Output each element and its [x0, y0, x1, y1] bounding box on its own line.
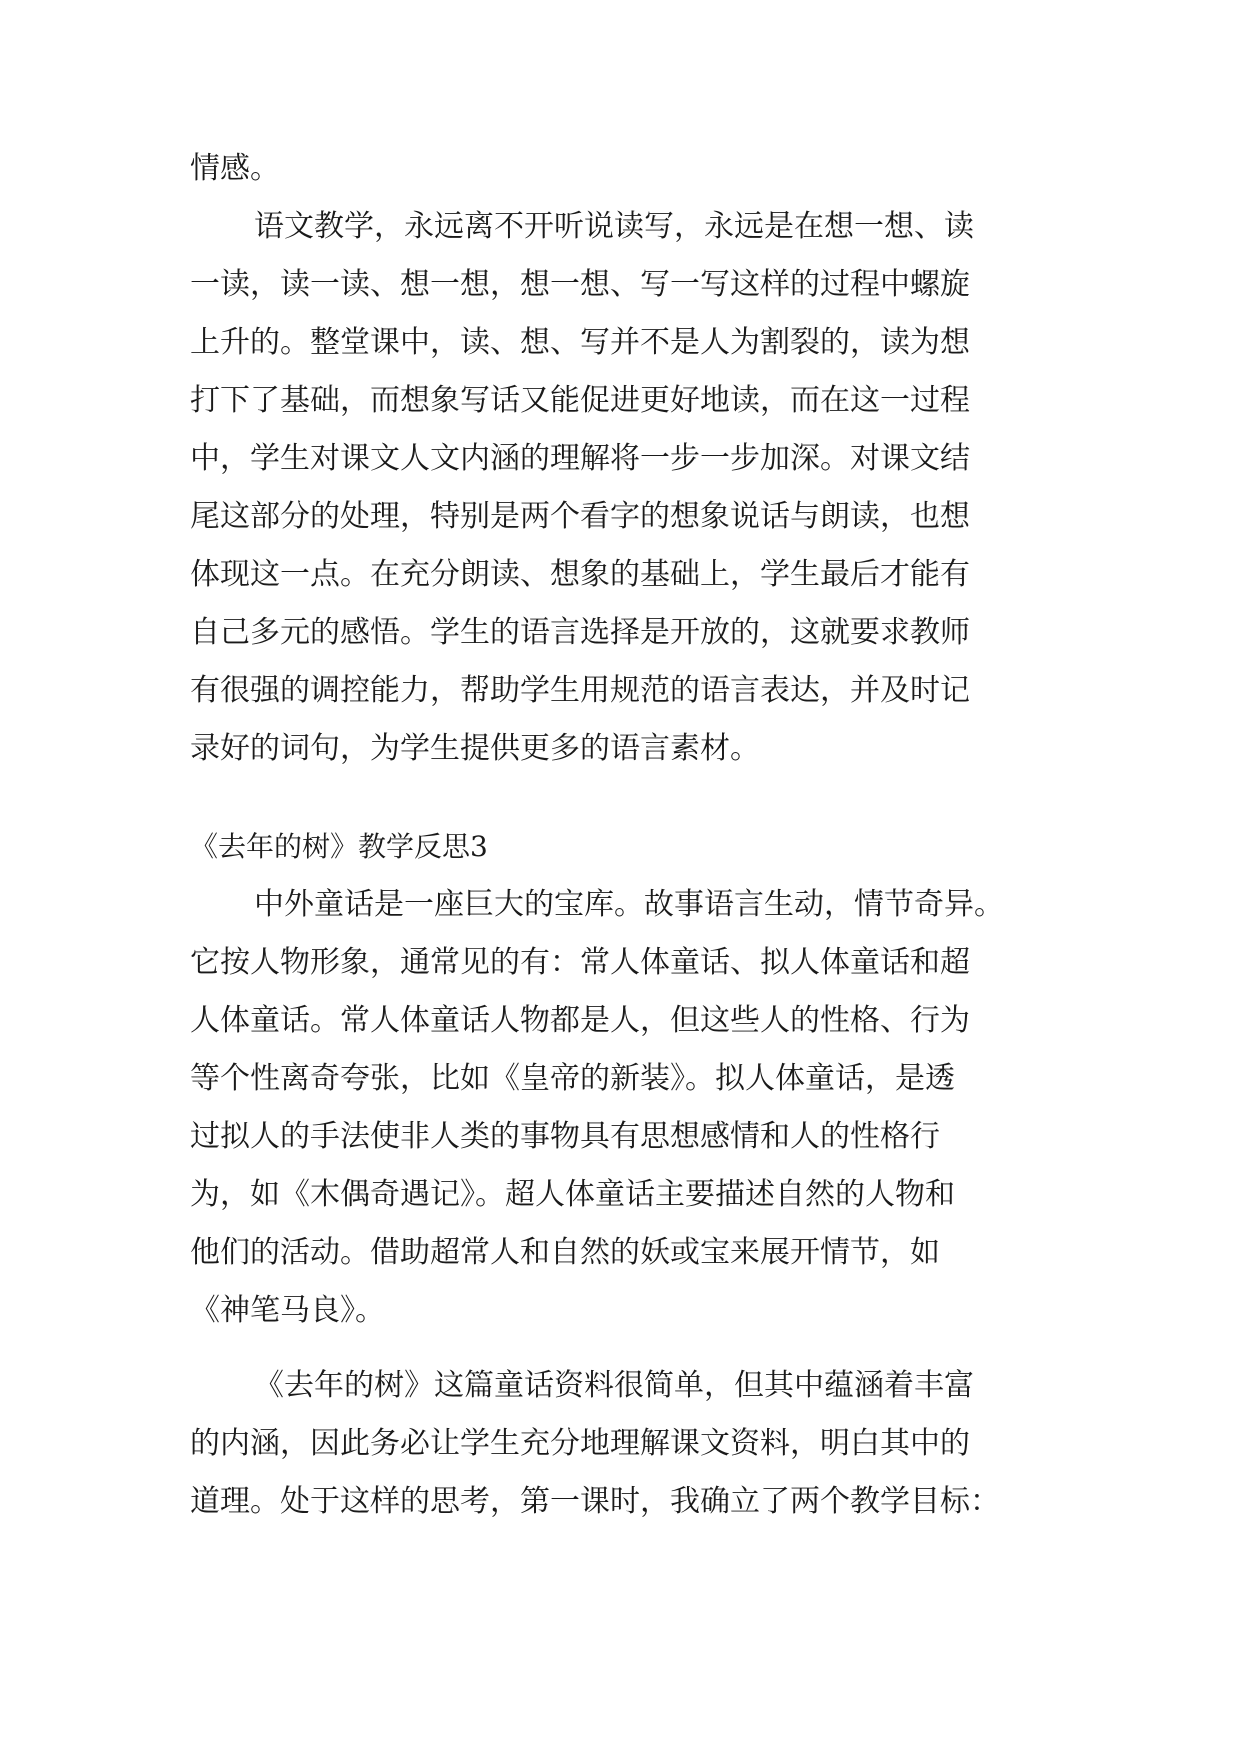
text-line: 等个性离奇夸张，比如《皇帝的新装》。拟人体童话，是透: [190, 1061, 955, 1096]
text-line: 自己多元的感悟。学生的语言选择是开放的，这就要求教师: [190, 615, 970, 650]
text-line: 录好的词句，为学生提供更多的语言素材。: [190, 731, 760, 766]
text-line: 体现这一点。在充分朗读、想象的基础上，学生最后才能有: [190, 557, 970, 592]
text-line: 《去年的树》这篇童话资料很简单，但其中蕴涵着丰富: [254, 1368, 974, 1403]
text-line: 为，如《木偶奇遇记》。超人体童话主要描述自然的人物和: [190, 1177, 955, 1212]
text-line: 人体童话。常人体童话人物都是人，但这些人的性格、行为: [190, 1003, 970, 1038]
text-line: 的内涵，因此务必让学生充分地理解课文资料，明白其中的: [190, 1426, 970, 1461]
text-line: 中外童话是一座巨大的宝库。故事语言生动，情节奇异。: [254, 887, 1004, 922]
section-heading: 《去年的树》教学反思3: [190, 830, 488, 863]
text-line: 一读，读一读、想一想，想一想、写一写这样的过程中螺旋: [190, 267, 970, 302]
text-line: 语文教学，永远离不开听说读写，永远是在想一想、读: [254, 209, 974, 244]
text-line: 尾这部分的处理，特别是两个看字的想象说话与朗读，也想: [190, 499, 970, 534]
text-line: 他们的活动。借助超常人和自然的妖或宝来展开情节，如: [190, 1235, 940, 1270]
text-line: 有很强的调控能力，帮助学生用规范的语言表达，并及时记: [190, 673, 970, 708]
text-line: 情感。: [190, 151, 280, 186]
text-line: 上升的。整堂课中，读、想、写并不是人为割裂的，读为想: [190, 325, 970, 360]
text-line: 中，学生对课文人文内涵的理解将一步一步加深。对课文结: [190, 441, 970, 476]
text-line: 《神笔马良》。: [190, 1293, 385, 1328]
text-line: 它按人物形象，通常见的有：常人体童话、拟人体童话和超: [190, 945, 970, 980]
text-line: 过拟人的手法使非人类的事物具有思想感情和人的性格行: [190, 1119, 940, 1154]
text-line: 打下了基础，而想象写话又能促进更好地读，而在这一过程: [190, 383, 970, 418]
text-line: 道理。处于这样的思考，第一课时，我确立了两个教学目标：: [190, 1484, 1000, 1519]
